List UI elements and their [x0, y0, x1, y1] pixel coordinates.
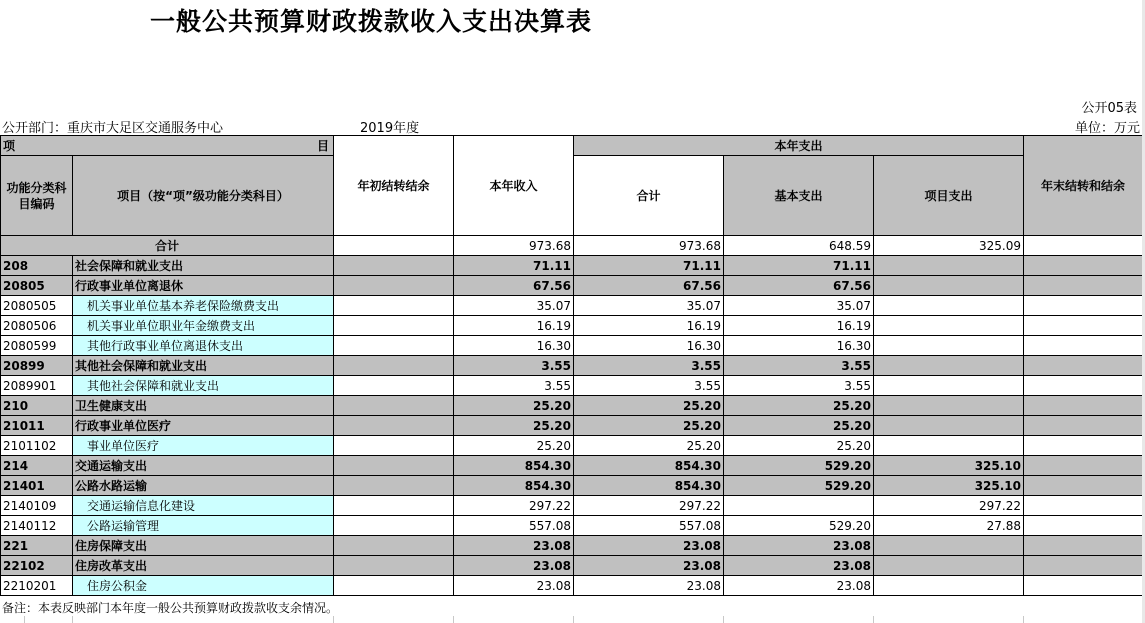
- row-total: 3.55: [574, 356, 724, 376]
- row-begin: [334, 316, 454, 336]
- row-name: 其他社会保障和就业支出: [73, 356, 334, 376]
- row-total: 23.08: [574, 576, 724, 596]
- row-project: [874, 576, 1024, 596]
- row-project: [874, 376, 1024, 396]
- total-begin: [334, 236, 454, 256]
- table-row: [1, 276, 1143, 296]
- grid-line: [1023, 616, 1024, 623]
- row-code: 2101102: [1, 436, 73, 456]
- row-total: 854.30: [574, 476, 724, 496]
- total-project: 325.09: [874, 236, 1024, 256]
- grid-line: [723, 616, 724, 623]
- row-name: 住房保障支出: [73, 536, 334, 556]
- grid-line: [573, 616, 574, 623]
- row-total: 71.11: [574, 256, 724, 276]
- row-begin: [334, 276, 454, 296]
- row-project: [874, 356, 1024, 376]
- row-project: 325.10: [874, 456, 1024, 476]
- header-xiang-mu: [1, 136, 334, 156]
- row-code: 22102: [1, 556, 73, 576]
- row-total: 25.20: [574, 416, 724, 436]
- table-row: [1, 576, 1143, 596]
- row-begin: [334, 356, 454, 376]
- row-name: 社会保障和就业支出: [73, 256, 334, 276]
- year-label: 2019年度: [360, 121, 420, 136]
- total-row: [1, 236, 1143, 256]
- row-basic: 25.20: [724, 436, 874, 456]
- row-income: 23.08: [454, 536, 574, 556]
- budget-table: [0, 135, 1143, 596]
- row-name: 交通运输支出: [73, 456, 334, 476]
- row-project: [874, 336, 1024, 356]
- row-code: 2080505: [1, 296, 73, 316]
- row-begin: [334, 556, 454, 576]
- table-row: [1, 436, 1143, 456]
- grid-line: [873, 616, 874, 623]
- header-carry-begin: 年初结转结余: [334, 136, 454, 236]
- row-basic: 71.11: [724, 256, 874, 276]
- row-name: 机关事业单位基本养老保险缴费支出: [73, 296, 334, 316]
- row-total: 854.30: [574, 456, 724, 476]
- row-income: 854.30: [454, 476, 574, 496]
- row-income: 23.08: [454, 576, 574, 596]
- header-name: 项目（按“项”级功能分类科目）: [73, 156, 334, 236]
- row-project: [874, 256, 1024, 276]
- header-xiang: 项: [3, 139, 16, 153]
- header-expense-group: 本年支出: [574, 136, 1024, 156]
- page-title: 一般公共预算财政拨款收入支出决算表: [150, 7, 593, 36]
- row-end: [1024, 316, 1143, 336]
- header-carry-end: 年末结转和结余: [1024, 136, 1143, 236]
- row-name: 行政事业单位离退休: [73, 276, 334, 296]
- row-code: 21401: [1, 476, 73, 496]
- row-name: 事业单位医疗: [73, 436, 334, 456]
- row-code: 221: [1, 536, 73, 556]
- row-code: 2080599: [1, 336, 73, 356]
- row-basic: 35.07: [724, 296, 874, 316]
- row-name: 住房公积金: [73, 576, 334, 596]
- row-name: 行政事业单位医疗: [73, 416, 334, 436]
- row-income: 25.20: [454, 416, 574, 436]
- row-basic: 16.19: [724, 316, 874, 336]
- row-basic: 23.08: [724, 536, 874, 556]
- form-number: 公开05表: [1081, 101, 1137, 116]
- row-total: 25.20: [574, 396, 724, 416]
- header-project: 项目支出: [874, 156, 1024, 236]
- row-name: 机关事业单位职业年金缴费支出: [73, 316, 334, 336]
- table-row: [1, 536, 1143, 556]
- row-basic: [724, 496, 874, 516]
- row-begin: [334, 576, 454, 596]
- row-income: 854.30: [454, 456, 574, 476]
- row-basic: 3.55: [724, 356, 874, 376]
- row-code: 210: [1, 396, 73, 416]
- header-basic: 基本支出: [724, 156, 874, 236]
- row-project: 297.22: [874, 496, 1024, 516]
- row-income: 557.08: [454, 516, 574, 536]
- header-code: 功能分类科目编码: [1, 156, 73, 236]
- row-end: [1024, 396, 1143, 416]
- row-project: 325.10: [874, 476, 1024, 496]
- table-row: [1, 476, 1143, 496]
- row-income: 3.55: [454, 376, 574, 396]
- row-begin: [334, 256, 454, 276]
- row-total: 3.55: [574, 376, 724, 396]
- row-begin: [334, 536, 454, 556]
- grid-line: [453, 616, 454, 623]
- table-row: [1, 496, 1143, 516]
- table-row: [1, 256, 1143, 276]
- row-end: [1024, 356, 1143, 376]
- total-end: [1024, 236, 1143, 256]
- header-mu: 目: [316, 139, 329, 153]
- row-begin: [334, 336, 454, 356]
- table-body: [1, 236, 1143, 596]
- row-total: 297.22: [574, 496, 724, 516]
- department-label: 公开部门：重庆市大足区交通服务中心: [2, 121, 224, 136]
- total-total: 973.68: [574, 236, 724, 256]
- row-end: [1024, 576, 1143, 596]
- row-income: 71.11: [454, 256, 574, 276]
- table-row: [1, 556, 1143, 576]
- row-code: 2210201: [1, 576, 73, 596]
- meta-line: [2, 117, 1140, 135]
- table-row: [1, 296, 1143, 316]
- row-end: [1024, 436, 1143, 456]
- row-begin: [334, 516, 454, 536]
- table-row: [1, 336, 1143, 356]
- row-total: 67.56: [574, 276, 724, 296]
- row-project: [874, 556, 1024, 576]
- row-end: [1024, 476, 1143, 496]
- row-name: 卫生健康支出: [73, 396, 334, 416]
- row-begin: [334, 496, 454, 516]
- row-income: 25.20: [454, 396, 574, 416]
- total-income: 973.68: [454, 236, 574, 256]
- row-project: [874, 296, 1024, 316]
- row-income: 35.07: [454, 296, 574, 316]
- row-income: 25.20: [454, 436, 574, 456]
- row-name: 公路水路运输: [73, 476, 334, 496]
- grid-line: [24, 616, 25, 623]
- row-income: 16.30: [454, 336, 574, 356]
- row-end: [1024, 556, 1143, 576]
- row-total: 23.08: [574, 536, 724, 556]
- row-end: [1024, 256, 1143, 276]
- row-total: 25.20: [574, 436, 724, 456]
- row-code: 20899: [1, 356, 73, 376]
- row-income: 3.55: [454, 356, 574, 376]
- row-code: 214: [1, 456, 73, 476]
- grid-line: [72, 616, 73, 623]
- total-label: 合计: [1, 236, 334, 256]
- row-code: 2140112: [1, 516, 73, 536]
- row-project: [874, 436, 1024, 456]
- row-name: 交通运输信息化建设: [73, 496, 334, 516]
- row-begin: [334, 396, 454, 416]
- row-basic: 16.30: [724, 336, 874, 356]
- row-begin: [334, 296, 454, 316]
- table-row: [1, 516, 1143, 536]
- table-row: [1, 376, 1143, 396]
- table-row: [1, 416, 1143, 436]
- footnote: 备注：本表反映部门本年度一般公共预算财政拨款收支余情况。: [2, 601, 339, 615]
- row-basic: 23.08: [724, 556, 874, 576]
- row-income: 16.19: [454, 316, 574, 336]
- row-project: [874, 276, 1024, 296]
- row-end: [1024, 276, 1143, 296]
- row-begin: [334, 376, 454, 396]
- row-basic: 529.20: [724, 456, 874, 476]
- row-end: [1024, 536, 1143, 556]
- table-row: [1, 456, 1143, 476]
- row-total: 16.30: [574, 336, 724, 356]
- row-begin: [334, 476, 454, 496]
- row-basic: 529.20: [724, 516, 874, 536]
- grid-tail: [0, 616, 1145, 623]
- row-total: 23.08: [574, 556, 724, 576]
- header-income: 本年收入: [454, 136, 574, 236]
- row-end: [1024, 516, 1143, 536]
- row-name: 其他社会保障和就业支出: [73, 376, 334, 396]
- header-total: 合计: [574, 156, 724, 236]
- grid-line: [333, 616, 334, 623]
- total-basic: 648.59: [724, 236, 874, 256]
- row-begin: [334, 416, 454, 436]
- row-basic: 3.55: [724, 376, 874, 396]
- row-code: 208: [1, 256, 73, 276]
- row-total: 557.08: [574, 516, 724, 536]
- row-code: 2080506: [1, 316, 73, 336]
- row-end: [1024, 456, 1143, 476]
- row-basic: 23.08: [724, 576, 874, 596]
- row-end: [1024, 336, 1143, 356]
- row-end: [1024, 376, 1143, 396]
- row-code: 20805: [1, 276, 73, 296]
- row-project: [874, 536, 1024, 556]
- row-name: 公路运输管理: [73, 516, 334, 536]
- row-code: 21011: [1, 416, 73, 436]
- row-code: 2089901: [1, 376, 73, 396]
- row-income: 67.56: [454, 276, 574, 296]
- table-row: [1, 356, 1143, 376]
- row-project: [874, 416, 1024, 436]
- row-total: 16.19: [574, 316, 724, 336]
- table-row: [1, 396, 1143, 416]
- row-project: [874, 316, 1024, 336]
- row-code: 2140109: [1, 496, 73, 516]
- row-end: [1024, 416, 1143, 436]
- row-end: [1024, 496, 1143, 516]
- row-total: 35.07: [574, 296, 724, 316]
- unit-label: 单位：万元: [1074, 121, 1140, 136]
- row-basic: 67.56: [724, 276, 874, 296]
- row-name: 住房改革支出: [73, 556, 334, 576]
- row-project: [874, 396, 1024, 416]
- row-begin: [334, 456, 454, 476]
- row-basic: 25.20: [724, 416, 874, 436]
- row-name: 其他行政事业单位离退休支出: [73, 336, 334, 356]
- row-basic: 529.20: [724, 476, 874, 496]
- row-income: 23.08: [454, 556, 574, 576]
- table-row: [1, 316, 1143, 336]
- row-begin: [334, 436, 454, 456]
- row-end: [1024, 296, 1143, 316]
- row-project: 27.88: [874, 516, 1024, 536]
- row-basic: 25.20: [724, 396, 874, 416]
- row-income: 297.22: [454, 496, 574, 516]
